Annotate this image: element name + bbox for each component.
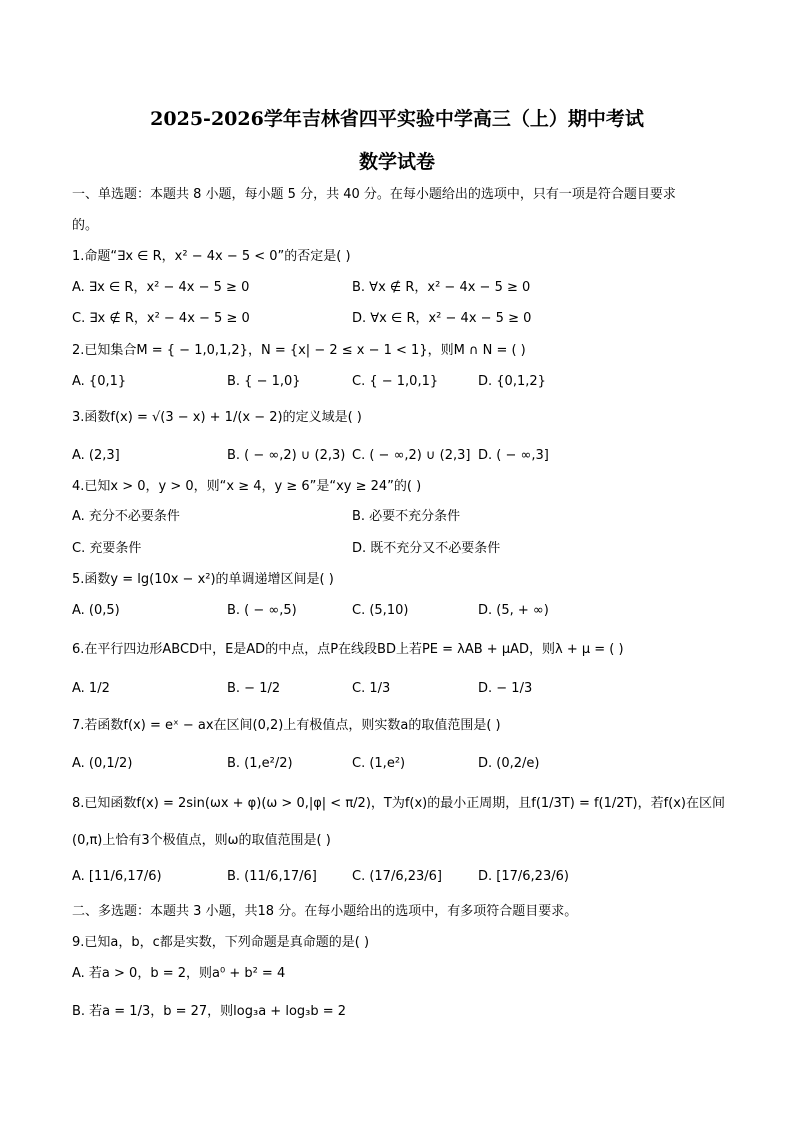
question-3-option-a: A. (2,3] (72, 448, 120, 463)
question-4-stem: 4.已知x > 0，y > 0，则“x ≥ 4，y ≥ 6”是“xy ≥ 24”的( ) (72, 479, 422, 494)
question-1-stem: 1.命题“∃x ∈ R，x² − 4x − 5 < 0”的否定是( ) (72, 249, 351, 264)
question-5-stem: 5.函数y = lg(10x − x²)的单调递增区间是( ) (72, 572, 334, 587)
question-7-option-a: A. (0,1/2) (72, 756, 133, 771)
question-1-option-c: C. ∃x ∉ R，x² − 4x − 5 ≥ 0 (72, 311, 250, 326)
question-5-option-d: D. (5, + ∞) (478, 603, 549, 618)
section1-heading: 一、单选题：本题共 8 小题，每小题 5 分，共 40 分。在每小题给出的选项中，只有一项是符合题目要求 (72, 187, 676, 202)
question-3-option-d: D. ( − ∞,3] (478, 448, 549, 463)
question-7-option-c: C. (1,e²) (352, 756, 406, 771)
question-7-stem: 7.若函数f(x) = eˣ − ax在区间(0,2)上有极值点，则实数a的取值范围是( ) (72, 718, 501, 733)
question-6-option-c: C. 1/3 (352, 681, 391, 696)
question-7-option-d: D. (0,2/e) (478, 756, 540, 771)
question-1-option-d: D. ∀x ∈ R，x² − 4x − 5 ≥ 0 (352, 311, 532, 326)
question-7-option-b: B. (1,e²/2) (227, 756, 293, 771)
section2-heading: 二、多选题：本题共 3 小题，共18 分。在每小题给出的选项中，有多项符合题目要求。 (72, 904, 578, 919)
question-8-option-a: A. [11/6,17/6) (72, 869, 162, 884)
question-5-option-b: B. ( − ∞,5) (227, 603, 297, 618)
question-1-option-a: A. ∃x ∈ R，x² − 4x − 5 ≥ 0 (72, 280, 250, 295)
question-4-option-a: A. 充分不必要条件 (72, 509, 180, 524)
question-4-option-c: C. 充要条件 (72, 541, 142, 556)
question-3-stem: 3.函数f(x) = √(3 − x) + 1/(x − 2)的定义域是( ) (72, 410, 362, 425)
question-5-option-a: A. (0,5) (72, 603, 120, 618)
question-8-stem: 8.已知函数f(x) = 2sin(ωx + φ)(ω > 0,|φ| < π/2)，T为f(x)的最小正周期，且f(1/3T) = f(1/2T)，若f(x)在区间 (72, 796, 725, 811)
question-1-option-b: B. ∀x ∉ R，x² − 4x − 5 ≥ 0 (352, 280, 531, 295)
question-3-option-b: B. ( − ∞,2) ∪ (2,3) (227, 448, 346, 463)
question-4-option-b: B. 必要不充分条件 (352, 509, 461, 524)
question-9-stem: 9.已知a，b，c都是实数，下列命题是真命题的是( ) (72, 935, 370, 950)
question-5-option-c: C. (5,10) (352, 603, 409, 618)
question-8-option-d: D. [17/6,23/6) (478, 869, 569, 884)
question-9-option-b: B. 若a = 1/3，b = 27，则log₃a + log₃b = 2 (72, 1004, 347, 1019)
question-2-option-b: B. { − 1,0} (227, 374, 301, 389)
question-3-option-c: C. ( − ∞,2) ∪ (2,3] (352, 448, 471, 463)
question-2-option-d: D. {0,1,2} (478, 374, 546, 389)
question-8-option-c: C. (17/6,23/6] (352, 869, 443, 884)
question-6-option-a: A. 1/2 (72, 681, 110, 696)
page-title: 2025-2026学年吉林省四平实验中学高三（上）期中考试 (150, 108, 644, 130)
question-2-stem: 2.已知集合M = { − 1,0,1,2}，N = {x| − 2 ≤ x − 1 < 1}，则M ∩ N = ( ) (72, 343, 526, 358)
question-8-option-b: B. (11/6,17/6] (227, 869, 317, 884)
section1-heading-cont: 的。 (72, 218, 99, 233)
page-subtitle: 数学试卷 (358, 151, 435, 173)
question-2-option-c: C. { − 1,0,1} (352, 374, 439, 389)
question-6-stem: 6.在平行四边形ABCD中，E是AD的中点，点P在线段BD上若PE = λAB + μAD，则λ + μ = ( ) (72, 642, 624, 657)
question-2-option-a: A. {0,1} (72, 374, 127, 389)
question-9-option-a: A. 若a > 0，b = 2，则a⁰ + b² = 4 (72, 966, 286, 981)
question-4-option-d: D. 既不充分又不必要条件 (352, 541, 501, 556)
question-6-option-b: B. − 1/2 (227, 681, 281, 696)
question-8-stem-cont: (0,π)上恰有3个极值点，则ω的取值范围是( ) (72, 833, 331, 848)
question-6-option-d: D. − 1/3 (478, 681, 533, 696)
